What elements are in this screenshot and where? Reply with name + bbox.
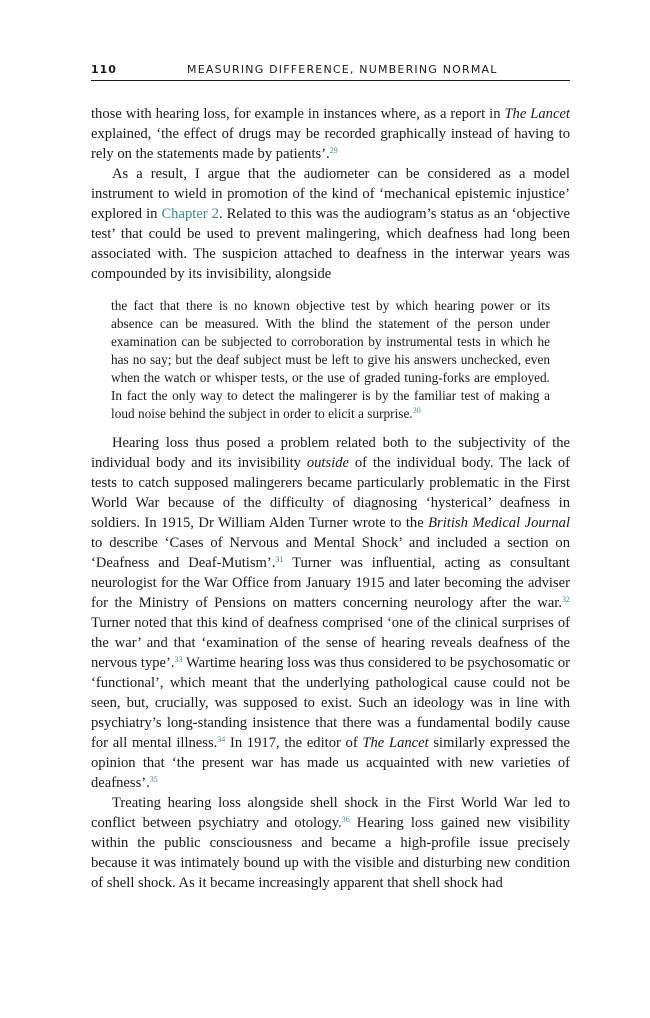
emphasis: outside (306, 455, 349, 471)
footnote-ref[interactable]: 30 (412, 406, 421, 415)
text-run: Hearing loss gained new visibility within the public consciousness and became a high-profile issue precisely because it was intimately bound up with the visible and disturbing new condition of shell shock. As it became increasingly apparent that shell shock had (91, 815, 570, 891)
text-run: In 1917, the editor of (225, 735, 363, 751)
paragraph (91, 793, 570, 893)
text-run: explained, ‘the effect of drugs may be recorded graphically instead of having to rely on the statements made by patients’. (91, 126, 570, 162)
paragraph (91, 433, 570, 793)
text-run: Wartime hearing loss was thus considered to be psychosomatic or ‘functional’, which meant that the underlying pathological cause could not be seen, but, crucially, was supposed to exist. Such an ideology was in line with psychiatry’s long-standing insistence that there was a fundamental bodily cause for all mental illness. (91, 655, 570, 751)
footnote-ref[interactable]: 34 (217, 735, 226, 744)
text-run: As a result, I argue that the audiometer can be considered as a model instrument to wield in promotion of the kind of ‘mechanical epistemic injustice’ explored in (91, 166, 570, 222)
footnote-ref[interactable]: 31 (275, 555, 284, 564)
page-header (91, 62, 570, 81)
journal-title: British Medical Journal (428, 515, 570, 531)
text-run: Treating hearing loss alongside shell shock in the First World War led to conflict between psychiatry and otology. (91, 795, 570, 831)
text-run: of the individual body. The lack of tests to catch supposed malingerers became particularly problematic in the First World War because of the difficulty of diagnosing ‘hysterical’ deafness in soldiers. In 1915, Dr William Alden Turner wrote to the (91, 455, 570, 531)
block-quote (111, 297, 550, 423)
page-number: 110 (91, 63, 117, 76)
text-run: to describe ‘Cases of Nervous and Mental Shock’ and included a section on ‘Deafness and Deaf-Mutism’. (91, 535, 570, 571)
running-head: MEASURING DIFFERENCE, NUMBERING NORMAL (187, 63, 498, 76)
footnote-ref[interactable]: 33 (174, 655, 183, 664)
text-run: those with hearing loss, for example in instances where, as a report in (91, 106, 505, 122)
page-body (91, 104, 570, 893)
footnote-ref[interactable]: 32 (562, 595, 570, 604)
text-run: Turner was influential, acting as consultant neurologist for the War Office from January 1915 and later becoming the adviser for the Ministry of Pensions on matters concerning neurology after the war. (91, 555, 570, 611)
journal-title: The Lancet (504, 106, 570, 122)
text-run: similarly expressed the opinion that ‘the present war has made us acquainted with new varieties of deafness’. (91, 735, 570, 791)
text-run: . Related to this was the audiogram’s status as an ‘objective test’ that could be used to prevent malingering, which deafness had long been associated with. The suspicion attached to deafness in the interwar years was compounded by its invisibility, alongside (91, 206, 570, 282)
footnote-ref[interactable]: 35 (149, 775, 158, 784)
footnote-ref[interactable]: 29 (329, 146, 338, 155)
quote-text: the fact that there is no known objective test by which hearing power or its absence can be measured. With the blind the statement of the person under examination can be subjected to corroboration by instrumental tests in which he has no say; but the deaf subject must be left to give his answers unchecked, even when the watch or whisper tests, or the use of graded tuning-forks are employed. In fact the only way to detect the malingerer is by the familiar test of making a loud noise behind the subject in order to elicit a surprise. (111, 298, 550, 421)
paragraph (91, 104, 570, 164)
chapter-link[interactable]: Chapter 2 (161, 206, 219, 222)
paragraph (91, 164, 570, 284)
footnote-ref[interactable]: 36 (341, 815, 350, 824)
text-run: Hearing loss thus posed a problem related both to the subjectivity of the individual body and its invisibility (91, 435, 570, 471)
journal-title: The Lancet (362, 735, 429, 751)
text-run: Turner noted that this kind of deafness comprised ‘one of the clinical surprises of the war’ and that ‘examination of the sense of hearing reveals deafness of the nervous type’. (91, 615, 570, 671)
